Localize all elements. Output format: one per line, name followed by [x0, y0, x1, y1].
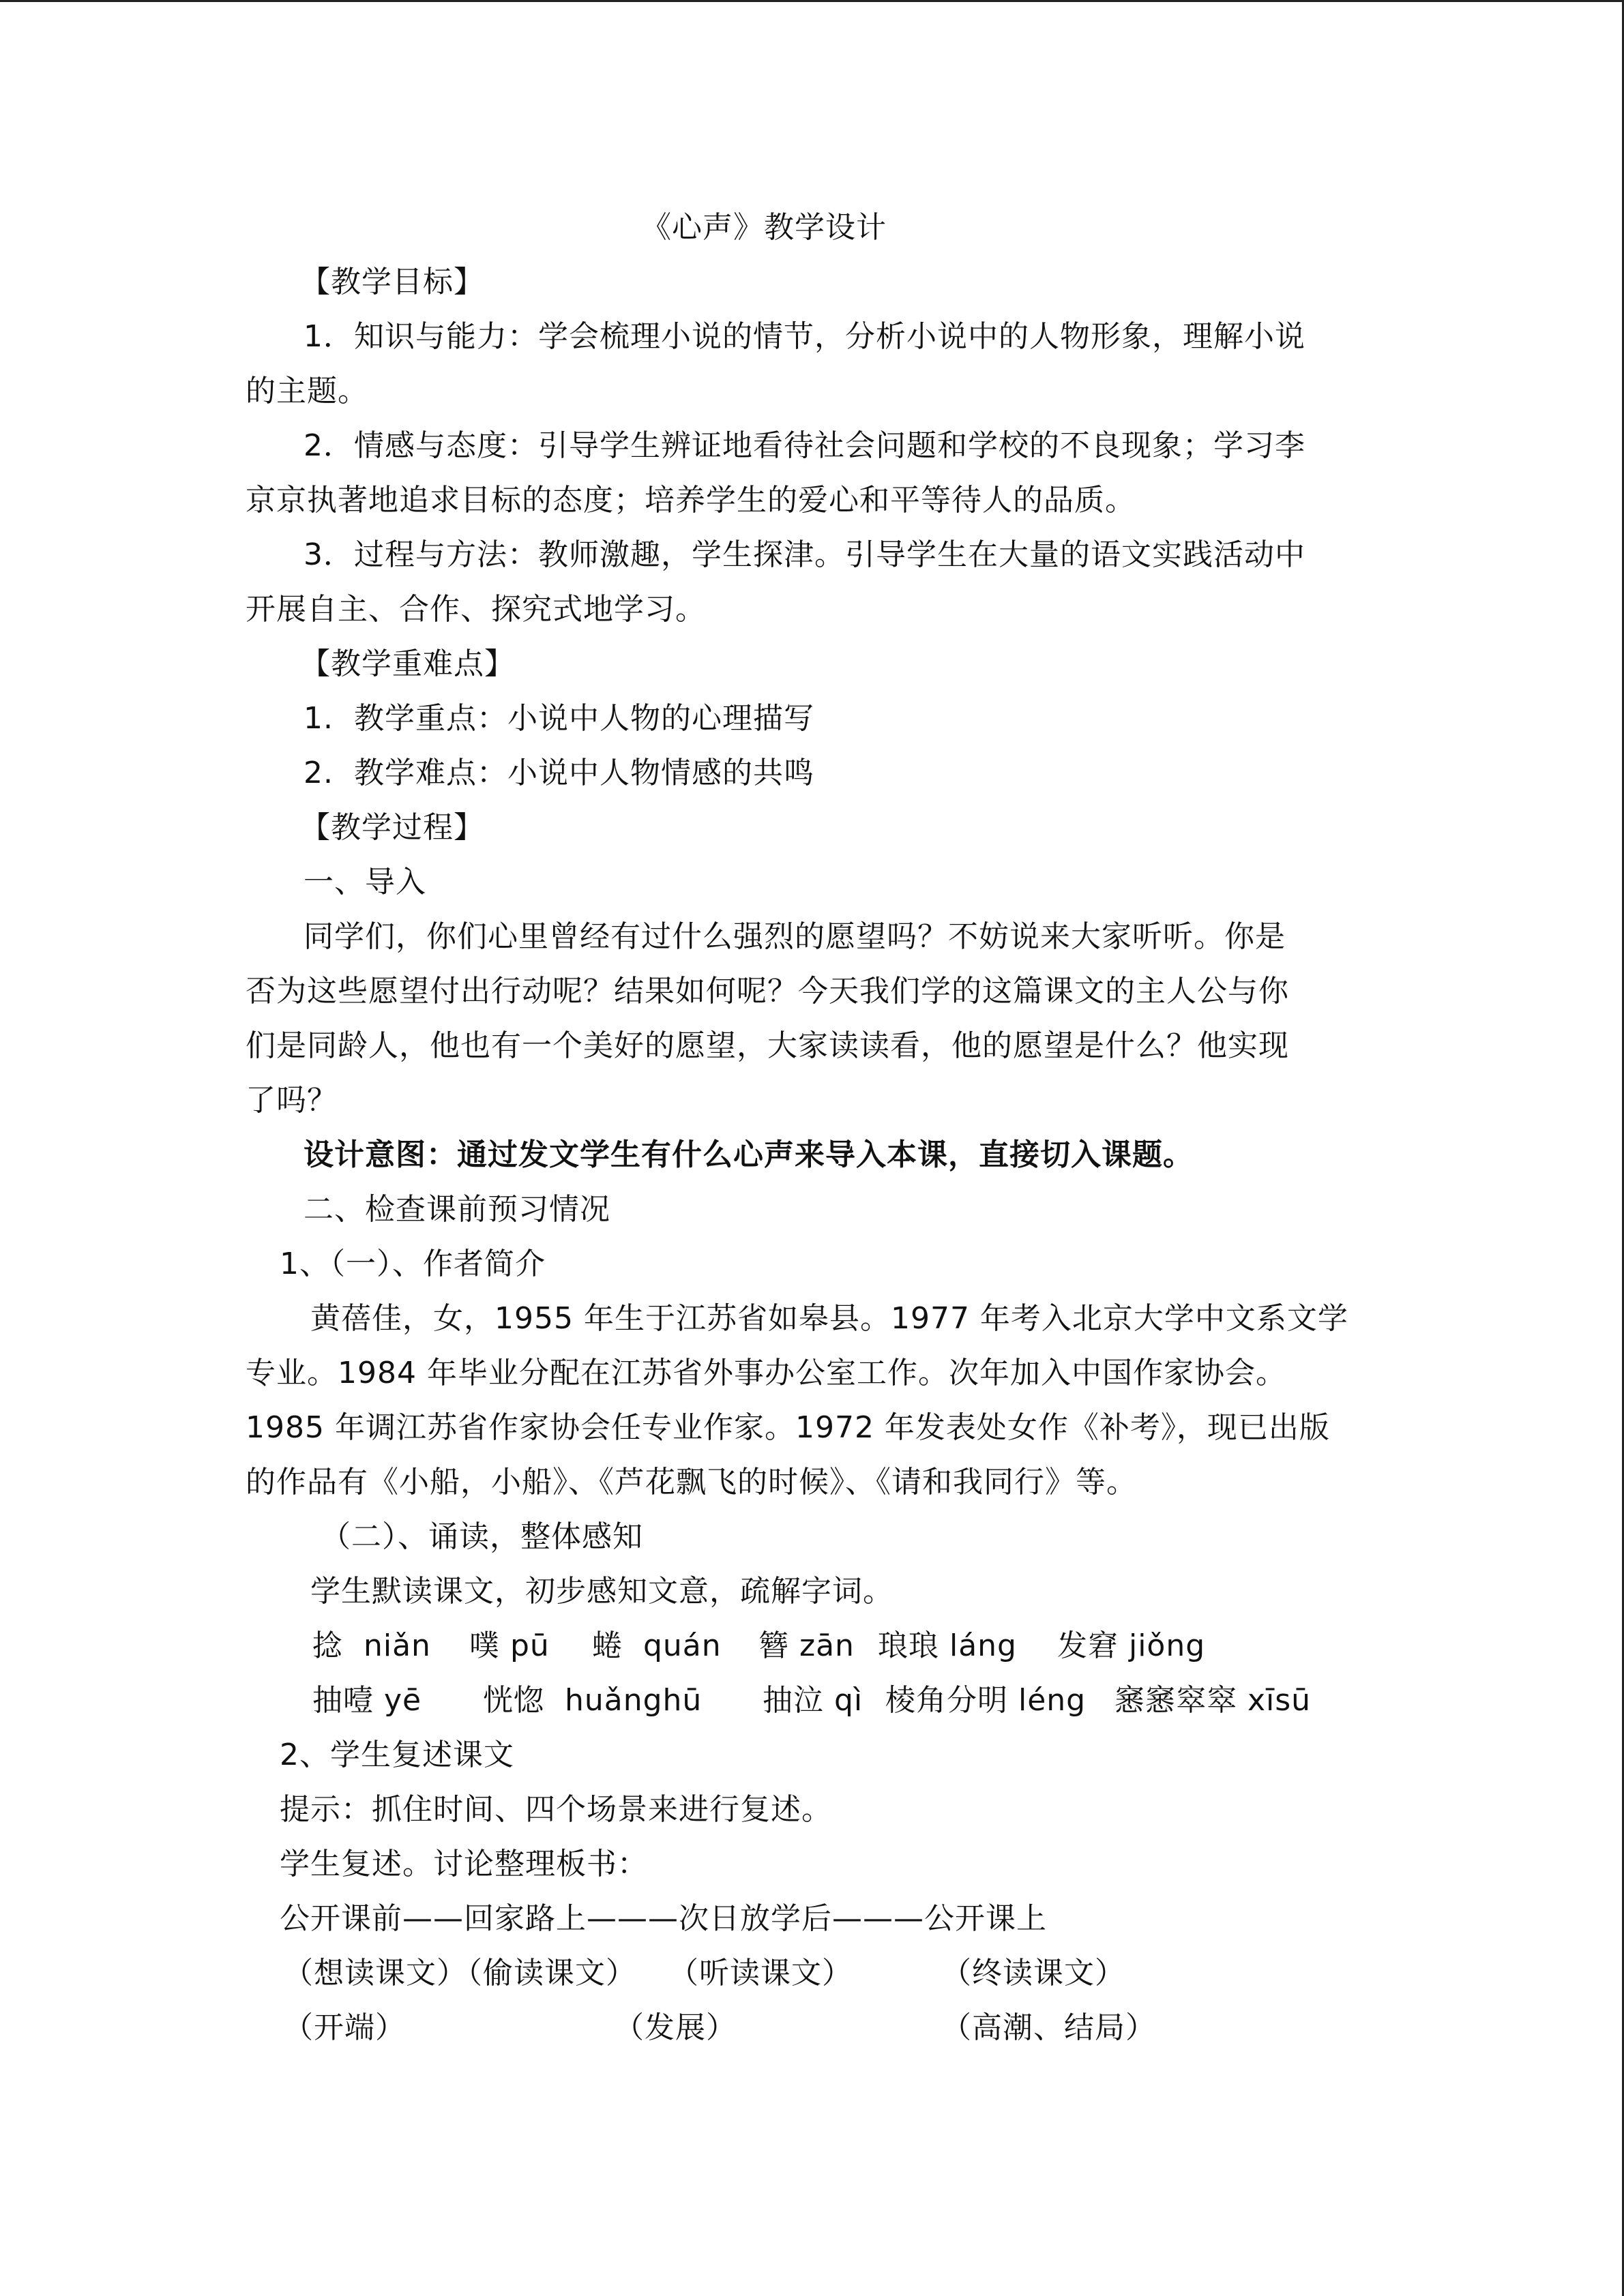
- intro-line-2: 否为这些愿望付出行动呢？结果如何呢？今天我们学的这篇课文的主人公与你: [246, 974, 1289, 1009]
- vocab-item: 发窘 jiǒng: [1057, 1628, 1206, 1663]
- retell-heading: 2、学生复述课文: [280, 1738, 514, 1772]
- page-top-border: [0, 0, 1624, 2]
- author-line-4: 的作品有《小船，小船》、《芦花飘飞的时候》、《请和我同行》等。: [246, 1465, 1137, 1500]
- author-line-2: 专业。1984 年毕业分配在江苏省外事办公室工作。次年加入中国作家协会。: [246, 1356, 1286, 1390]
- vocab-item: 琅琅 láng: [878, 1628, 1017, 1663]
- section-heading-process: 【教学过程】: [300, 810, 484, 845]
- board-line-1: 公开课前——回家路上———次日放学后———公开课上: [280, 1901, 1047, 1936]
- intro-line-3: 们是同龄人，他也有一个美好的愿望，大家读读看，他的愿望是什么？他实现: [246, 1028, 1289, 1063]
- sub-2-heading: （二）、诵读，整体感知: [321, 1519, 643, 1554]
- vocab-item: 噗 pū: [469, 1628, 550, 1663]
- section-heading-keypoints: 【教学重难点】: [300, 646, 515, 681]
- goal-3-line-1: 3．过程与方法：教师激趣，学生探津。引导学生在大量的语文实践活动中: [304, 537, 1305, 572]
- vocab-item: 窸窸窣窣 xīsū: [1114, 1683, 1312, 1718]
- intro-line-4: 了吗？: [246, 1083, 338, 1118]
- author-line-1: 黄蓓佳，女，1955 年生于江苏省如皋县。1977 年考入北京大学中文系文学: [310, 1301, 1348, 1336]
- part-1-heading: 一、导入: [304, 865, 426, 899]
- board-item: （终读课文）: [941, 1956, 1125, 1991]
- keypoint-2: 2. 教学难点：小说中人物情感的共鸣: [304, 756, 814, 790]
- goal-2-line-1: 2．情感与态度：引导学生辨证地看待社会问题和学校的不良现象；学习李: [304, 428, 1305, 463]
- vocab-item: 抽泣 qì: [763, 1683, 863, 1718]
- intro-line-1: 同学们，你们心里曾经有过什么强烈的愿望吗？不妨说来大家听听。你是: [304, 919, 1286, 954]
- vocab-item: 蜷 quán: [592, 1628, 722, 1663]
- document-title: 《心声》教学设计: [641, 210, 887, 245]
- board-row-2: [0, 1953, 1624, 1994]
- vocab-item: 簪 zān: [758, 1628, 855, 1663]
- goal-2-line-2: 京京执著地追求目标的态度；培养学生的爱心和平等待人的品质。: [246, 483, 1136, 518]
- goal-1-line-1: 1．知识与能力：学会梳理小说的情节，分析小说中的人物形象，理解小说: [304, 319, 1305, 354]
- vocab-row-2: [0, 1680, 1624, 1721]
- vocab-item: 抽噎 yē: [312, 1683, 422, 1718]
- reading-line: 学生默读课文，初步感知文意，疏解字词。: [310, 1574, 894, 1609]
- vocab-row-1: [0, 1626, 1624, 1667]
- goal-3-line-2: 开展自主、合作、探究式地学习。: [246, 592, 706, 627]
- section-heading-goals: 【教学目标】: [300, 265, 484, 299]
- design-intent: 设计意图：通过发文学生有什么心声来导入本课，直接切入课题。: [304, 1137, 1194, 1172]
- part-2-heading: 二、检查课前预习情况: [304, 1192, 610, 1227]
- retell-line: 学生复述。讨论整理板书：: [280, 1847, 648, 1881]
- board-item: （发展）: [614, 2010, 737, 2045]
- hint-line: 提示：抓住时间、四个场景来进行复述。: [280, 1792, 832, 1827]
- sub-1-heading: 1、（一）、作者简介: [280, 1247, 546, 1281]
- board-item: （开端）: [283, 2010, 406, 2045]
- board-item: （想读课文）（偷读课文）: [283, 1956, 636, 1991]
- board-item: （听读课文）: [668, 1956, 853, 1991]
- goal-1-line-2: 的主题。: [246, 374, 368, 408]
- board-item: （高潮、结局）: [941, 2010, 1156, 2045]
- vocab-item: 棱角分明 léng: [885, 1683, 1087, 1718]
- vocab-item: 捻 niǎn: [312, 1628, 431, 1663]
- board-row-3: [0, 2008, 1624, 2048]
- vocab-item: 恍惚 huǎnghū: [483, 1683, 703, 1718]
- author-line-3: 1985 年调江苏省作家协会任专业作家。1972 年发表处女作《补考》，现已出版: [246, 1410, 1330, 1445]
- keypoint-1: 1. 教学重点：小说中人物的心理描写: [304, 701, 814, 736]
